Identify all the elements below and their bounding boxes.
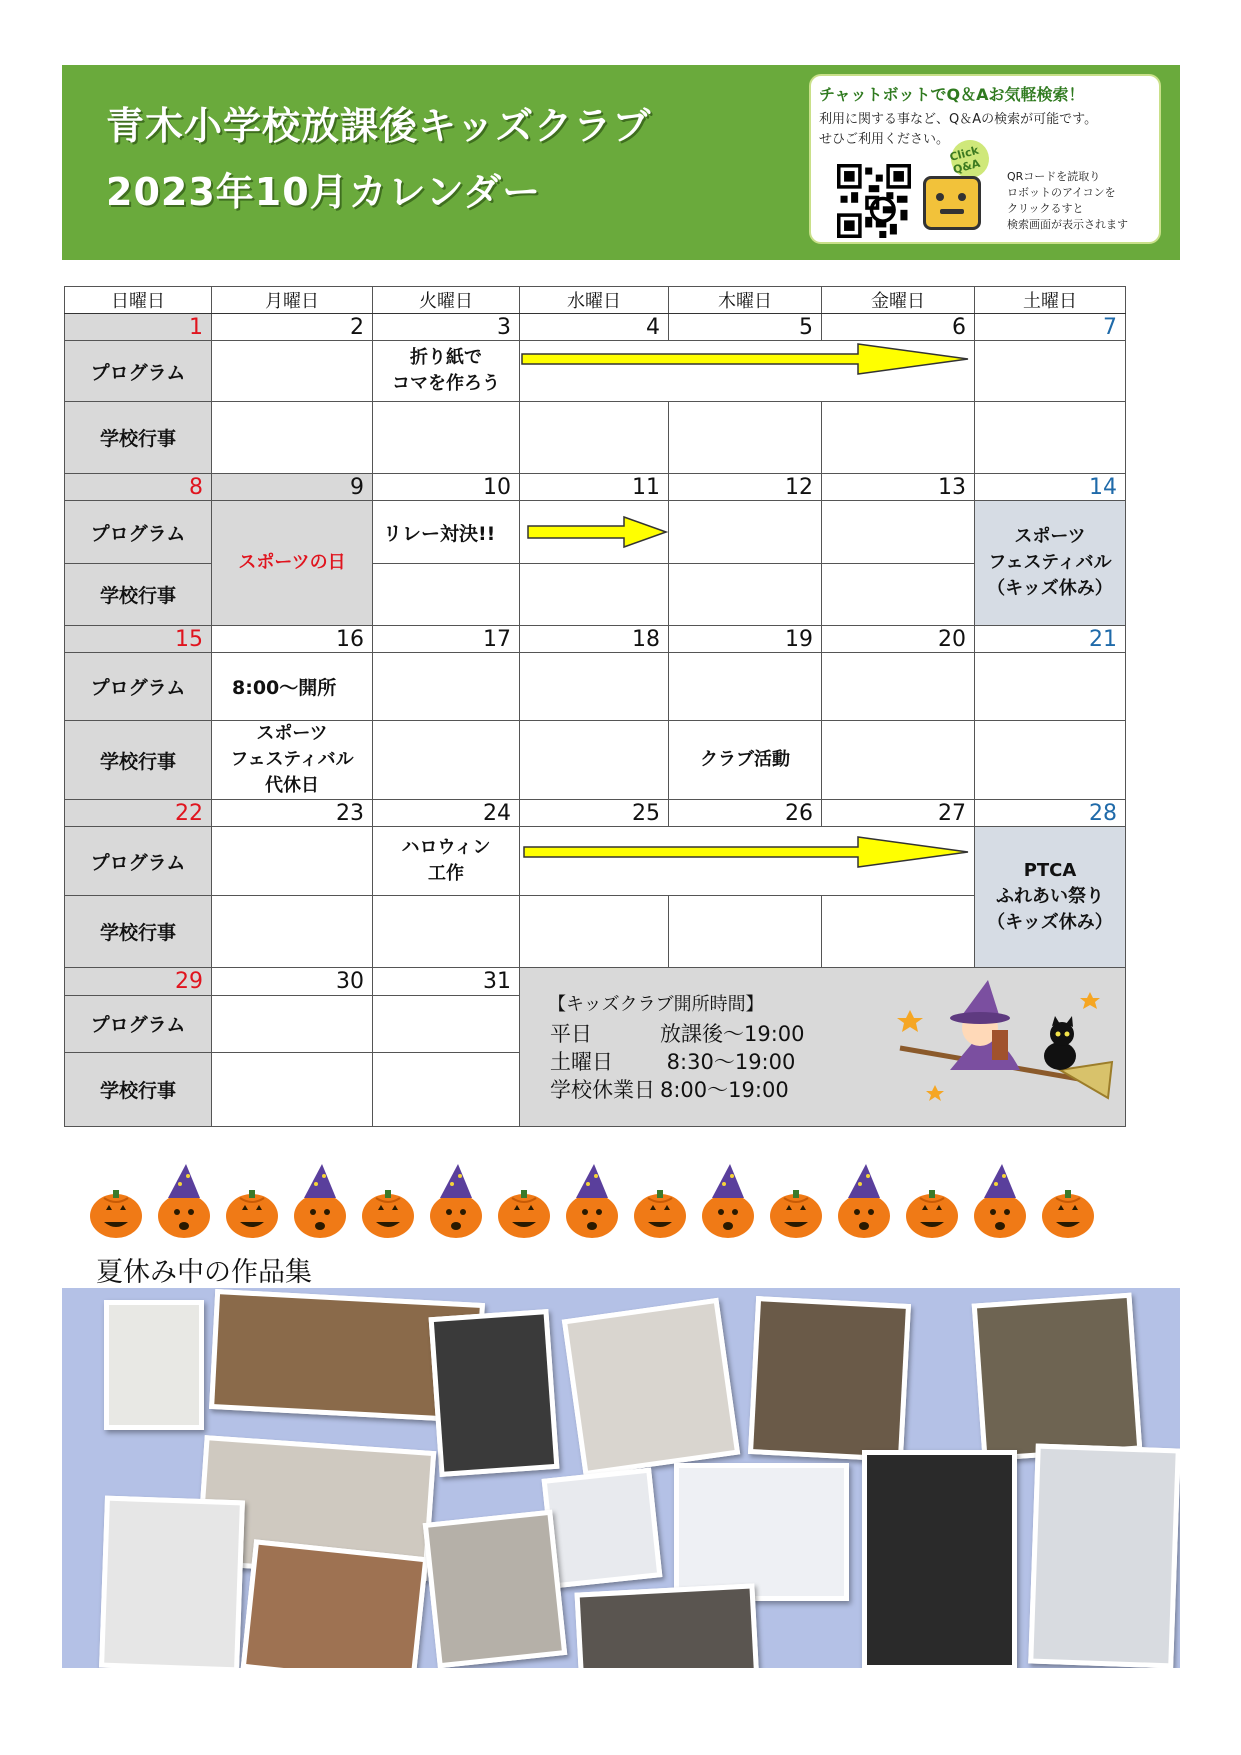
event-text: PTCA (1023, 860, 1077, 881)
event-sports-festival (975, 501, 1126, 626)
event-text: フェスティバル (988, 552, 1112, 573)
date-4: 4 (520, 314, 669, 341)
header-mon: 月曜日 (212, 287, 373, 314)
qa-note-3: クリックるすと (1007, 202, 1084, 215)
photo-paper-animals (575, 1583, 760, 1668)
opening-hours-box (520, 968, 1126, 1127)
photo-origami-hedgehog (542, 1468, 663, 1589)
qa-note-2: ロボットのアイコンを (1007, 186, 1116, 199)
arrow-right-icon (520, 341, 972, 401)
header-tue: 火曜日 (373, 287, 520, 314)
date-10: 10 (373, 474, 520, 501)
date-31: 31 (373, 968, 520, 996)
photo-sunflower-tops (562, 1298, 740, 1476)
hours-time: 放課後～19:00 (660, 1022, 805, 1046)
photo-origami-stars (972, 1293, 1143, 1462)
event-text: （キッズ休み） (987, 912, 1113, 933)
qa-desc-2: せひご利用ください。 (819, 132, 950, 147)
row-label-school: 学校行事 (65, 721, 212, 800)
event-halloween-craft (373, 827, 520, 896)
robot-icon[interactable] (923, 176, 981, 230)
row-label-program: プログラム (65, 995, 212, 1052)
date-15: 15 (65, 626, 212, 653)
event-relay: リレー対決!! (373, 501, 520, 564)
row-label-program: プログラム (65, 653, 212, 721)
date-22: 22 (65, 800, 212, 827)
date-3: 3 (373, 314, 520, 341)
date-11: 11 (520, 474, 669, 501)
date-25: 25 (520, 800, 669, 827)
date-17: 17 (373, 626, 520, 653)
header-wed: 水曜日 (520, 287, 669, 314)
event-open-8am: 8:00～開所 (212, 653, 373, 721)
hours-row (550, 1018, 805, 1048)
date-30: 30 (212, 968, 373, 996)
header-banner (62, 65, 1180, 260)
event-origami-top (373, 341, 520, 402)
photo-card-tower (862, 1450, 1017, 1668)
event-substitute-holiday (212, 721, 373, 800)
date-26: 26 (669, 800, 822, 827)
date-9: 9 (212, 474, 373, 501)
event-sports-day: スポーツの日 (212, 501, 373, 626)
date-19: 19 (669, 626, 822, 653)
date-7: 7 (975, 314, 1126, 341)
photo-card-circle (748, 1296, 911, 1462)
gallery-title: 夏休み中の作品集 (96, 1257, 312, 1288)
event-text: （キッズ休み） (987, 578, 1113, 599)
qa-desc-1: 利用に関する事など、Q＆Aの検索が可能です。 (819, 112, 1098, 127)
row-label-school: 学校行事 (65, 402, 212, 474)
header-sun: 日曜日 (65, 287, 212, 314)
event-text: フェスティバル (230, 749, 354, 770)
event-text: スポーツ (256, 723, 328, 744)
event-text: コマを作ろう (392, 373, 500, 394)
photo-paper-robots (423, 1510, 568, 1668)
hours-title: 【キッズクラブ開所時間】 (548, 994, 764, 1015)
header-thu: 木曜日 (669, 287, 822, 314)
page-title: 青木小学校放課後キッズクラブ (106, 104, 652, 148)
pumpkin-border-icon (84, 1162, 1160, 1242)
row-label-school: 学校行事 (65, 1053, 212, 1127)
date-6: 6 (822, 314, 975, 341)
hours-label: 土曜日 (550, 1050, 613, 1074)
header-fri: 金曜日 (822, 287, 975, 314)
qa-note-4: 検索画面が表示されます (1007, 218, 1128, 231)
date-24: 24 (373, 800, 520, 827)
date-14: 14 (975, 474, 1126, 501)
event-text: 折り紙で (410, 347, 482, 368)
row-label-program: プログラム (65, 827, 212, 896)
date-29: 29 (65, 968, 212, 996)
chatbot-qa-box (809, 74, 1161, 244)
photo-card-pyramid (1028, 1444, 1180, 1668)
photo-ice-cream-cones (241, 1539, 429, 1668)
date-16: 16 (212, 626, 373, 653)
event-text: 工作 (428, 863, 464, 884)
event-text: ハロウィン (401, 837, 491, 858)
arrow-right-icon (520, 501, 668, 563)
date-1: 1 (65, 314, 212, 341)
photo-origami-boxes (674, 1463, 849, 1601)
event-text: スポーツ (1014, 526, 1086, 547)
arrow-right-icon (520, 827, 972, 895)
row-label-program: プログラム (65, 341, 212, 402)
date-20: 20 (822, 626, 975, 653)
hours-label: 平日 (550, 1022, 592, 1046)
click-qa-badge[interactable]: Click Q&A (947, 136, 994, 183)
date-18: 18 (520, 626, 669, 653)
hours-row (550, 1046, 795, 1076)
date-28: 28 (975, 800, 1126, 827)
hours-row (550, 1074, 789, 1104)
photo-origami-flowers (429, 1309, 560, 1477)
hours-label: 学校休業日 (550, 1078, 655, 1102)
header-sat: 土曜日 (975, 287, 1126, 314)
hours-time: 8:00～19:00 (660, 1078, 789, 1102)
date-8: 8 (65, 474, 212, 501)
row-label-school: 学校行事 (65, 896, 212, 968)
row-label-program: プログラム (65, 501, 212, 564)
page-subtitle: 2023年10月カレンダー (106, 170, 542, 214)
event-text: ふれあい祭り (996, 886, 1104, 907)
artwork-gallery (62, 1288, 1180, 1668)
qr-code-icon[interactable] (837, 164, 911, 238)
photo-paper-dog (104, 1300, 204, 1430)
event-ptca-festival (975, 827, 1126, 968)
event-text: 代休日 (265, 775, 319, 796)
row-label-school: 学校行事 (65, 564, 212, 626)
date-5: 5 (669, 314, 822, 341)
qa-note-1: QRコードを読取り (1007, 170, 1101, 183)
hours-time: 8:30～19:00 (660, 1050, 796, 1074)
date-23: 23 (212, 800, 373, 827)
qa-heading: チャットボットでQ＆Aお気軽検索！ (819, 85, 1085, 104)
photo-origami-dragon (99, 1496, 245, 1668)
date-12: 12 (669, 474, 822, 501)
date-21: 21 (975, 626, 1126, 653)
date-13: 13 (822, 474, 975, 501)
date-2: 2 (212, 314, 373, 341)
event-club-activity: クラブ活動 (669, 721, 822, 800)
date-27: 27 (822, 800, 975, 827)
calendar-table (64, 286, 1126, 1127)
witch-illustration-icon (880, 970, 1116, 1120)
